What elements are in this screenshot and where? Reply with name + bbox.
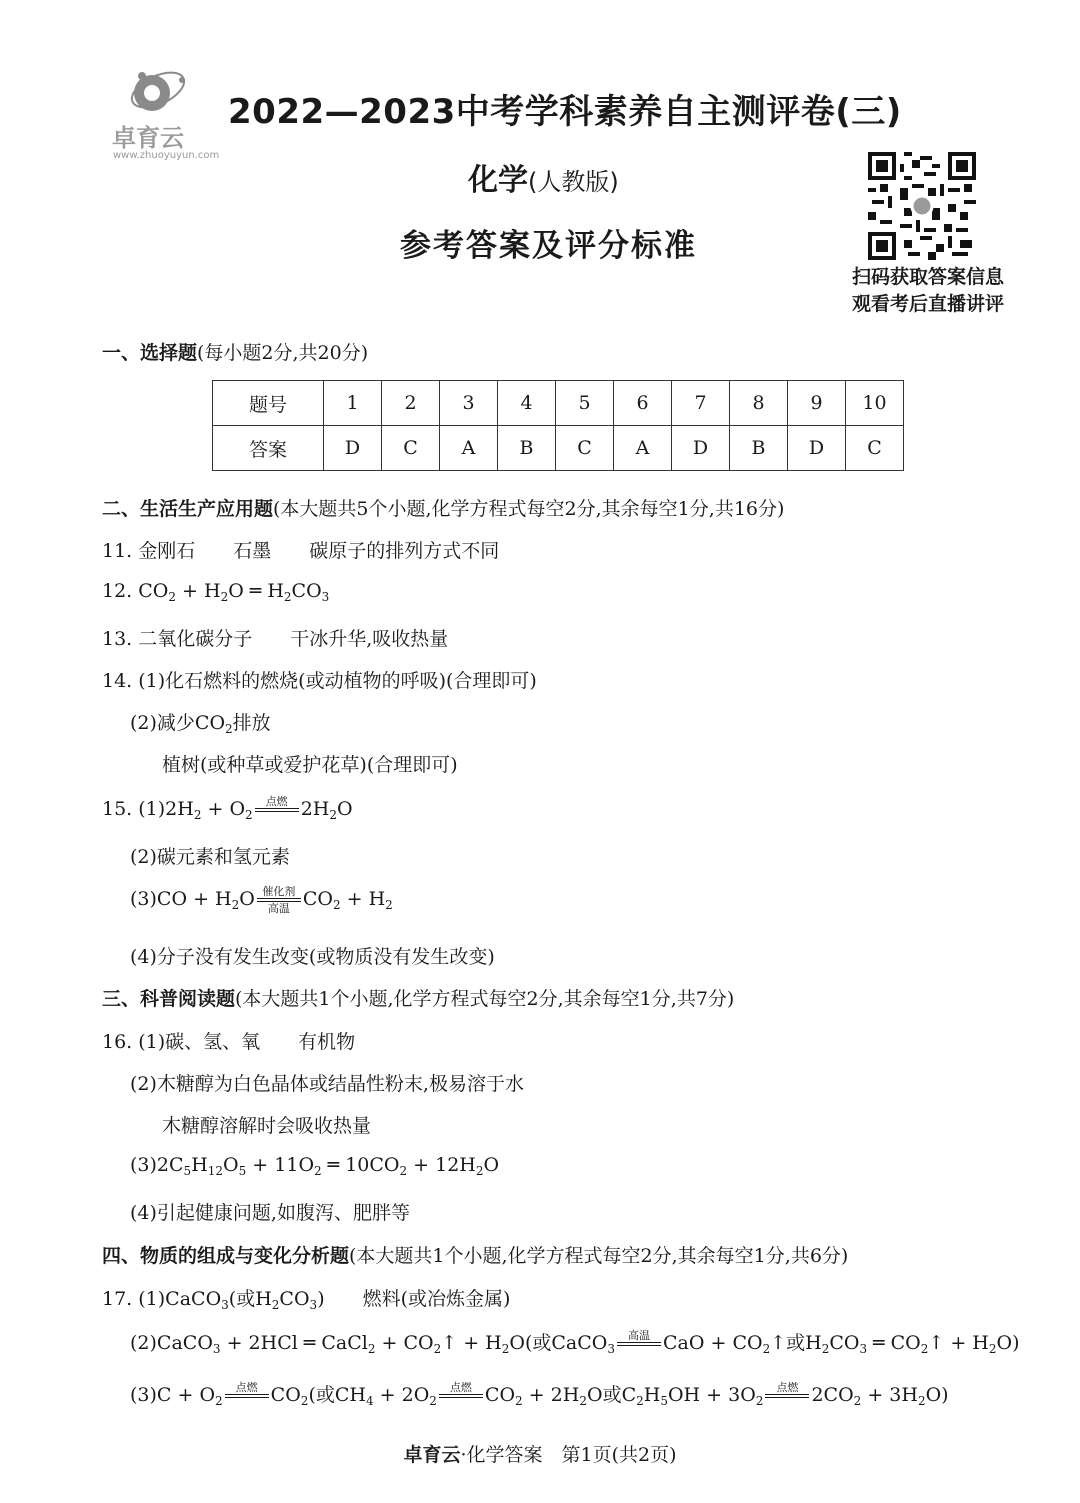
qr-caption-line2: 观看考后直播讲评 bbox=[851, 293, 1004, 315]
table-cell: C bbox=[382, 426, 440, 471]
table-cell: 9 bbox=[788, 381, 846, 426]
reaction-condition bbox=[617, 1330, 661, 1358]
section3-note: (本大题共1个小题,化学方程式每空2分,其余每空1分,共7分) bbox=[235, 988, 735, 1010]
condition-text: 催化剂 bbox=[262, 885, 296, 898]
answer-14-2: (2)减少$CO_2$排放 bbox=[130, 712, 271, 736]
subject-title bbox=[468, 155, 619, 199]
section1-title: 一、选择题 bbox=[102, 342, 198, 364]
condition-text: 高温 bbox=[267, 902, 290, 915]
reaction-condition bbox=[225, 1382, 269, 1410]
section4-title: 四、物质的组成与变化分析题 bbox=[102, 1245, 350, 1267]
table-row-answers bbox=[213, 426, 904, 471]
table-cell: C bbox=[556, 426, 614, 471]
table-cell: D bbox=[788, 426, 846, 471]
table-cell: 5 bbox=[556, 381, 614, 426]
condition-text: 点燃 bbox=[265, 795, 288, 808]
footer-brand: 卓育云 bbox=[403, 1444, 461, 1466]
table-cell: 4 bbox=[498, 381, 556, 426]
answer-table bbox=[212, 380, 904, 471]
section3-heading bbox=[102, 984, 734, 1011]
answer-14-1: 14. (1)化石燃料的燃烧(或动植物的呼吸)(合理即可) bbox=[102, 670, 537, 692]
table-cell: B bbox=[498, 426, 556, 471]
table-cell: B bbox=[730, 426, 788, 471]
qr-caption bbox=[842, 264, 1014, 318]
page-footer bbox=[0, 1440, 1080, 1467]
qr-caption-line1: 扫码获取答案信息 bbox=[851, 266, 1004, 288]
reaction-condition bbox=[765, 1382, 809, 1410]
table-cell: A bbox=[440, 426, 498, 471]
table-cell: C bbox=[846, 426, 904, 471]
subject-name: 化学 bbox=[468, 163, 528, 198]
answer-11: 11. 金刚石 石墨 碳原子的排列方式不同 bbox=[102, 540, 500, 562]
answer-title: 参考答案及评分标准 bbox=[400, 228, 697, 264]
answer-17-1: 17. (1)CaCO$_3$(或$H_2CO_3$) 燃料(或冶炼金属) bbox=[102, 1288, 511, 1312]
table-row-numbers bbox=[213, 381, 904, 426]
answer-12: 12. $CO_2 + H_2O$ ═ $H_2CO_3$ bbox=[102, 580, 330, 604]
reaction-condition bbox=[255, 796, 299, 824]
section2-note: (本大题共5个小题,化学方程式每空2分,其余每空1分,共16分) bbox=[273, 498, 785, 520]
condition-text: 点燃 bbox=[776, 1381, 799, 1394]
answer-16-2b: 木糖醇溶解时会吸收热量 bbox=[162, 1115, 372, 1137]
reaction-condition bbox=[257, 886, 301, 914]
table-cell: 6 bbox=[614, 381, 672, 426]
qr-code[interactable] bbox=[868, 152, 976, 260]
logo-url: www.zhuoyuyun.com bbox=[113, 150, 220, 161]
answer-17-2: (2)CaCO$_3$ + 2HCl ═ CaCl$_2$ + $CO_2↑ + H_2O$(或CaCO$_3$ 高温 CaO + $CO_2↑$或$H_2CO_3$ ═ $CO_2↑ + H_2O$) bbox=[130, 1329, 1020, 1356]
section2-heading bbox=[102, 494, 784, 521]
table-cell: 7 bbox=[672, 381, 730, 426]
answer-16-2: (2)木糖醇为白色晶体或结晶性粉末,极易溶于水 bbox=[130, 1073, 524, 1095]
condition-text: 点燃 bbox=[449, 1381, 472, 1394]
answer-15-1: 15. $(1)2H_2 + O_2$ 点燃 $2H_2O$ bbox=[102, 795, 353, 822]
answer-14-2b: 植树(或种草或爱护花草)(合理即可) bbox=[162, 754, 458, 776]
row-label-answer: 答案 bbox=[213, 426, 324, 471]
footer-text: ·化学答案 第1页(共2页) bbox=[460, 1444, 677, 1466]
section4-note: (本大题共1个小题,化学方程式每空2分,其余每空1分,共6分) bbox=[349, 1245, 849, 1267]
table-cell: D bbox=[324, 426, 382, 471]
answer-16-3: $(3)2C_5H_{12}O_5 + 11O_2$ ═ $10CO_2 + 12H_2O$ bbox=[130, 1154, 500, 1178]
answer-16-4: (4)引起健康问题,如腹泻、肥胖等 bbox=[130, 1202, 410, 1224]
section4-heading bbox=[102, 1241, 848, 1268]
answer-15-4: (4)分子没有发生改变(或物质没有发生改变) bbox=[130, 946, 495, 968]
section1-note: (每小题2分,共20分) bbox=[197, 342, 369, 364]
table-cell: D bbox=[672, 426, 730, 471]
logo-text: 卓育云 bbox=[112, 124, 184, 152]
section2-title: 二、生活生产应用题 bbox=[102, 498, 274, 520]
condition-text: 点燃 bbox=[235, 1381, 258, 1394]
condition-text: 高温 bbox=[628, 1329, 650, 1342]
table-cell: 3 bbox=[440, 381, 498, 426]
section3-title: 三、科普阅读题 bbox=[102, 988, 236, 1010]
exam-title: 2022—2023中考学科素养自主测评卷(三) bbox=[228, 92, 902, 132]
answer-17-3: $(3)C + O_2$ 点燃 $CO_2$(或$CH_4 + 2O_2$ 点燃 $CO_2 + 2H_2O$或$C_2H_5OH + 3O_2$ 点燃 $2CO_2 + 3H_2O$) bbox=[130, 1381, 949, 1408]
table-cell: 8 bbox=[730, 381, 788, 426]
answer-16-1: 16. (1)碳、氢、氧 有机物 bbox=[102, 1031, 356, 1053]
edition: (人教版) bbox=[528, 168, 619, 196]
answer-15-3: $(3)CO + H_2O$ 催化剂 高温 $CO_2 + H_2$ bbox=[130, 885, 393, 915]
row-label-number: 题号 bbox=[213, 381, 324, 426]
table-cell: 1 bbox=[324, 381, 382, 426]
answer-13: 13. 二氧化碳分子 干冰升华,吸收热量 bbox=[102, 628, 449, 650]
table-cell: A bbox=[614, 426, 672, 471]
table-cell: 10 bbox=[846, 381, 904, 426]
table-cell: 2 bbox=[382, 381, 440, 426]
answer-15-2: (2)碳元素和氢元素 bbox=[130, 846, 290, 868]
section1-heading bbox=[102, 338, 368, 365]
reaction-condition bbox=[439, 1382, 483, 1410]
